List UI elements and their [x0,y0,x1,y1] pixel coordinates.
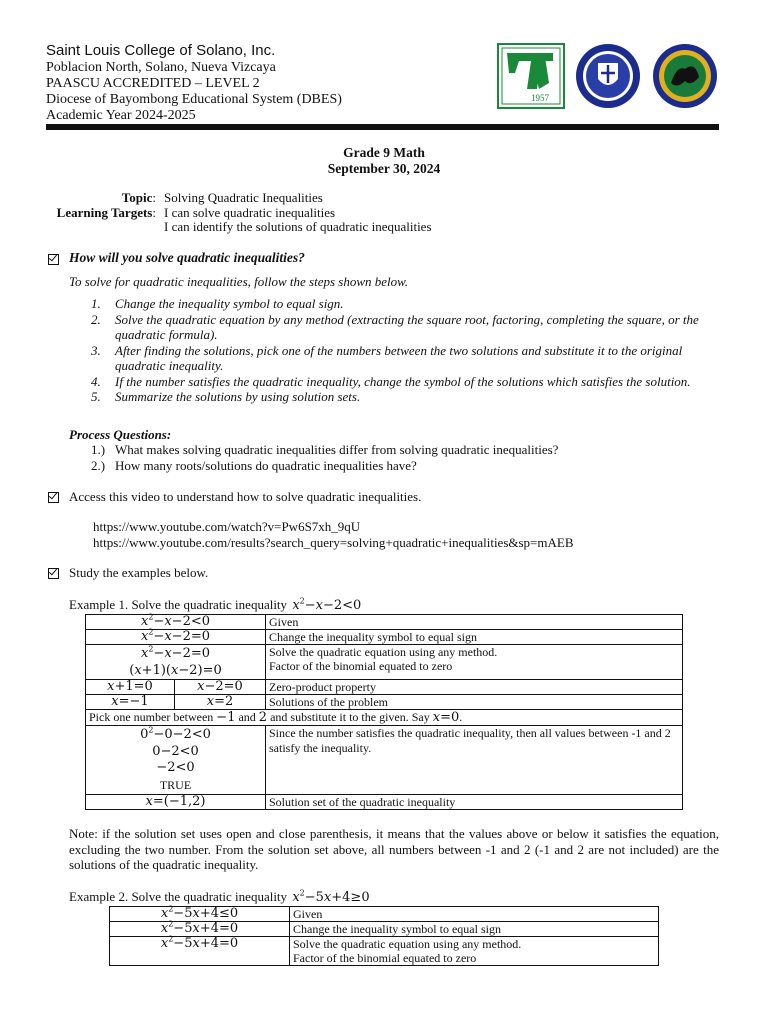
video-link-1[interactable]: https://www.youtube.com/watch?v=Pw6S7xh_9qU [93,519,361,534]
list-item: 1. Change the inequality symbol to equal sign. [91,296,344,311]
academic-year: Academic Year 2024-2025 [46,108,196,123]
checkbox-icon [48,567,59,583]
table-row: $x^2-5x+4=0$ Solve the quadratic equation using any method. Factor of the binomial equated to zero [110,937,659,966]
example1-title: Example 1. Solve the quadratic inequality $x^2-x-2<0$ [69,596,362,613]
list-item: 4. If the number satisfies the quadratic inequality, change the symbol of the solutions which satisfies the solution. [91,373,691,389]
table-row: x+1=0 x−2=0 Zero-product property [86,680,683,695]
list-item: 2.) How many roots/solutions do quadratic inequalities have? [91,457,417,473]
example1-note: Note: if the solution set uses open and close parenthesis, it means that the values above or below it satisfies the equation, excluding the two number. From the solution set above, all numbers between -1 and 2 (-1 and 2 are not included) are the solutions of the quadratic inequality. [69,826,719,872]
accreditation: PAASCU ACCREDITED – LEVEL 2 [46,76,260,91]
header-rule [46,124,719,130]
steps-list [69,296,719,405]
checkbox-icon [48,491,59,507]
diocese-seal [651,43,719,109]
school-address: Poblacion North, Solano, Nueva Vizcaya [46,60,276,75]
target-1: I can solve quadratic inequalities [164,204,336,220]
list-item: 2. Solve the quadratic equation by any method (extracting the square root, factoring, completing the square, or the quadratic formula). [91,311,699,342]
example2-table [109,906,659,966]
study-text: Study the examples below. [69,565,209,580]
logo-year: 1957 [531,93,549,103]
subject-title: Grade 9 Math [343,145,425,160]
example2-title: Example 2. Solve the quadratic inequality $x^2-5x+4\ge 0$ [69,888,370,905]
table-row: $x^2-5x+4=0$ Change the inequality symbol to equal sign [110,922,659,937]
table-row: x=−1 x=2 Solutions of the problem [86,695,683,710]
table-row: $0^2-0-2<0$ 0−2<0 −2<0 TRUE Since the number satisfies the quadratic inequality, then all values between -1 and 2 satisfy the inequality. [86,726,683,795]
targets-label: Learning Targets [56,204,153,220]
target-2: I can identify the solutions of quadratic inequalities [164,219,432,234]
questions-list [69,442,719,473]
list-item: 3. After finding the solutions, pick one of the numbers between the two solutions and substitute it to the original quadratic inequality. [91,342,683,373]
section-intro: To solve for quadratic inequalities, follow the steps shown below. [69,274,409,289]
list-item: 5. Summarize the solutions by using solution sets. [91,389,361,404]
process-heading: Process Questions: [69,427,172,442]
college-logo [497,43,565,109]
college-seal [574,43,642,109]
video-link-2[interactable]: https://www.youtube.com/results?search_query=solving+quadratic+inequalities&sp=mAEB [93,535,574,550]
table-row: $x^2-x-2=0$ (x+1)(x−2)=0 Solve the quadratic equation using any method. Factor of the binomial equated to zero [86,645,683,680]
table-row: $x^2-x-2=0$ Change the inequality symbol to equal sign [86,630,683,645]
example1-table [85,614,683,810]
table-row: Pick one number between −1 and 2 and substitute it to the given. Say x=0. [86,710,683,726]
topic-label: Topic [121,190,153,205]
table-row: x=(−1,2) Solution set of the quadratic inequality [86,795,683,810]
list-item: 1.) What makes solving quadratic inequalities differ from solving quadratic inequalities? [91,442,559,457]
diocese: Diocese of Bayombong Educational System (DBES) [46,92,342,107]
table-row: $x^2-x-2<0$ Given [86,615,683,630]
table-row: $x^2-5x+4\le 0$ Given [110,907,659,922]
video-text: Access this video to understand how to solve quadratic inequalities. [69,489,422,504]
topic-value: Solving Quadratic Inequalities [164,190,323,205]
section-heading: How will you solve quadratic inequalities? [69,250,305,265]
school-name: Saint Louis College of Solano, Inc. [46,42,276,59]
lesson-date: September 30, 2024 [327,161,441,176]
checkbox-icon [48,253,59,269]
